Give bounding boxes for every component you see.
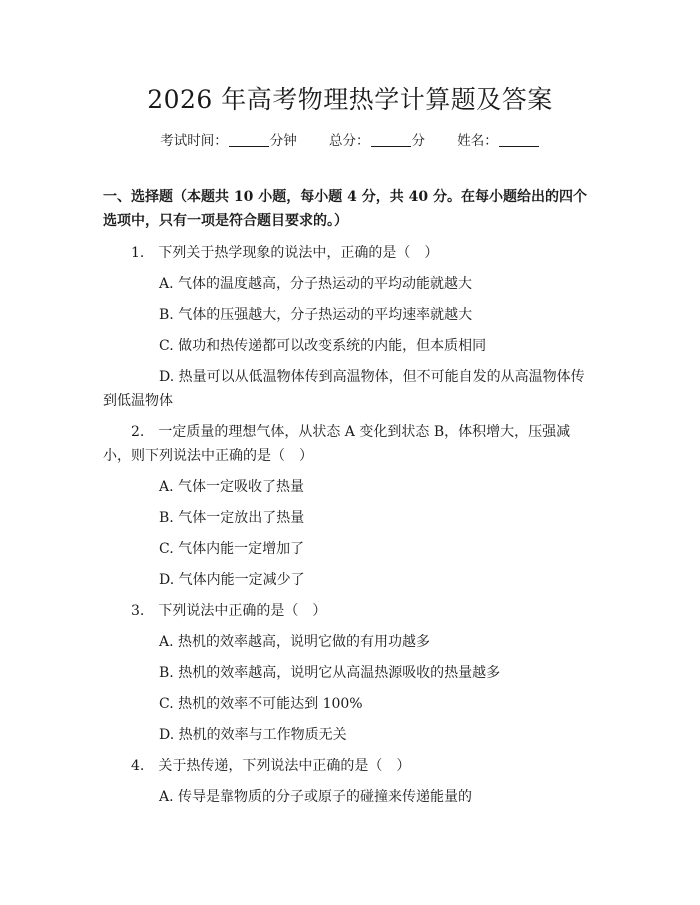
exam-time-unit: 分钟: [269, 133, 297, 149]
total-score-field: [329, 133, 429, 149]
student-name-blank[interactable]: [499, 132, 539, 147]
question-stem: 4. 关于热传递，下列说法中正确的是（ ）: [131, 758, 411, 774]
question-option: D. 热量可以从低温物体传到高温物体，但不可能自发的从高温物体传到低温物体: [103, 369, 585, 409]
student-name-label: 姓名：: [457, 133, 498, 149]
question-stem: 2. 一定质量的理想气体，从状态 A 变化到状态 B，体积增大，压强减小，则下列说法中正确的是（ ）: [103, 424, 571, 464]
question-option: B. 热机的效率越高，说明它从高温热源吸收的热量越多: [159, 665, 501, 681]
question-stem: 1. 下列关于热学现象的说法中，正确的是（ ）: [131, 245, 439, 261]
question-option: C. 气体内能一定增加了: [159, 541, 305, 557]
question-option: A. 气体的温度越高，分子热运动的平均动能就越大: [159, 276, 473, 292]
exam-meta: [0, 131, 700, 151]
total-score-unit: 分: [411, 133, 425, 149]
student-name-field: [457, 133, 540, 149]
page-title: 2026 年高考物理热学计算题及答案: [147, 85, 553, 114]
exam-time-blank[interactable]: [229, 132, 269, 147]
section-heading: 一、选择题（本题共 10 小题，每小题 4 分，共 40 分。在每小题给出的四个选项中，只有一项是符合题目要求的。）: [103, 189, 587, 229]
question-option: B. 气体一定放出了热量: [159, 510, 305, 526]
question-option: A. 气体一定吸收了热量: [159, 479, 305, 495]
question-stem: 3. 下列说法中正确的是（ ）: [131, 603, 327, 619]
question-option: D. 气体内能一定减少了: [159, 572, 305, 588]
exam-time-field: [160, 133, 301, 149]
exam-time-label: 考试时间：: [160, 133, 228, 149]
total-score-blank[interactable]: [371, 132, 411, 147]
question-list: [103, 241, 597, 816]
question-option: C. 做功和热传递都可以改变系统的内能，但本质相同: [159, 338, 487, 354]
question-option: A. 传导是靠物质的分子或原子的碰撞来传递能量的: [159, 789, 473, 805]
total-score-label: 总分：: [329, 133, 370, 149]
question-option: C. 热机的效率不可能达到 100%: [159, 696, 363, 712]
question-option: D. 热机的效率与工作物质无关: [159, 727, 347, 743]
question-option: B. 气体的压强越大，分子热运动的平均速率就越大: [159, 307, 473, 323]
question-option: A. 热机的效率越高，说明它做的有用功越多: [159, 634, 431, 650]
